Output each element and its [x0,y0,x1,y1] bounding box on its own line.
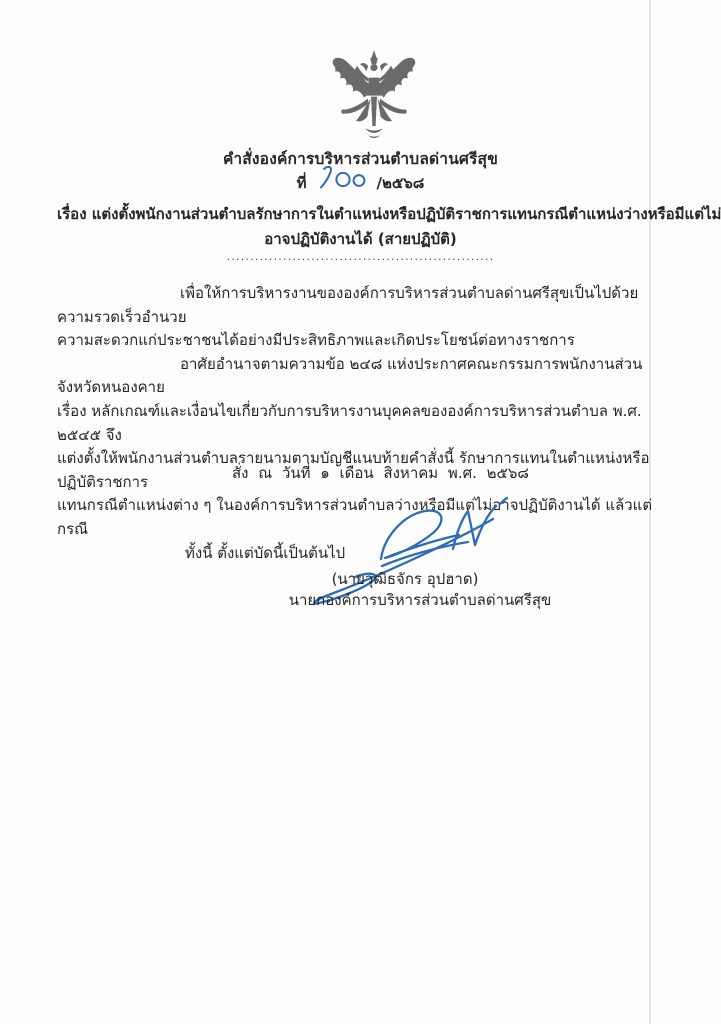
signer-name: (นายวุฒิธจักร อุปฮาด) [331,570,479,588]
subject-line-2: อาจปฏิบัติงานได้ (สายปฏิบัติ) [264,230,457,248]
subject-line-1: เรื่อง แต่งตั้งพนักงานส่วนตำบลรักษาการในตำแหน่งหรือปฏิบัติราชการแทนกรณีตำแหน่งว่างหรือมีแต่ไม่ [57,205,721,223]
handwritten-order-number [314,164,370,194]
body-text-line: เรื่อง หลักเกณฑ์และเงื่อนไขเกี่ยวกับการบริหารงานบุคคลขององค์การบริหารส่วนตำบล พ.ศ. ๒๕๔๕ จึง [57,401,642,444]
order-no-year: /๒๕๖๘ [376,174,425,192]
signer-position: นายกองค์การบริหารส่วนตำบลด่านศรีสุข [288,591,552,609]
body-text [57,282,665,565]
document-title: คำสั่งองค์การบริหารส่วนตำบลด่านศรีสุข [222,150,499,168]
body-text-line: ความสะดวกแก่ประชาชนได้อย่างมีประสิทธิภาพและเกิดประโยชน์ต่อทางราชการ [57,331,575,350]
order-no-prefix: ที่ [296,174,307,192]
issued-date-line: สั่ง ณ วันที่ ๑ เดือน สิงหาคม พ.ศ. ๒๕๖๘ [232,464,529,482]
body-text-line: อาศัยอำนาจตามความข้อ ๒๔๘ แห่งประกาศคณะกรรมการพนักงานส่วนจังหวัดหนองคาย [57,354,643,397]
dotted-divider: ......................................................... [226,250,495,263]
order-number-line [0,166,721,200]
body-text-line: เพื่อให้การบริหารงานขององค์การบริหารส่วนตำบลด่านศรีสุขเป็นไปด้วยความรวดเร็วอำนวย [57,284,639,326]
garuda-emblem-icon [324,50,424,144]
body-text-line: แต่งตั้งให้พนักงานส่วนตำบลรายนามตามบัญชีแนบท้ายคำสั่งนี้ รักษาการแทนในตำแหน่งหรือปฏิบัติราชการ [57,449,650,491]
body-text-line: แทนกรณีตำแหน่งต่าง ๆ ในองค์การบริหารส่วนตำบลว่างหรือมีแต่ไม่อาจปฏิบัติงานได้ แล้วแต่กรณี [57,496,653,538]
effective-date-line: ทั้งนี้ ตั้งแต่บัดนี้เป็นต้นไป [185,543,346,562]
